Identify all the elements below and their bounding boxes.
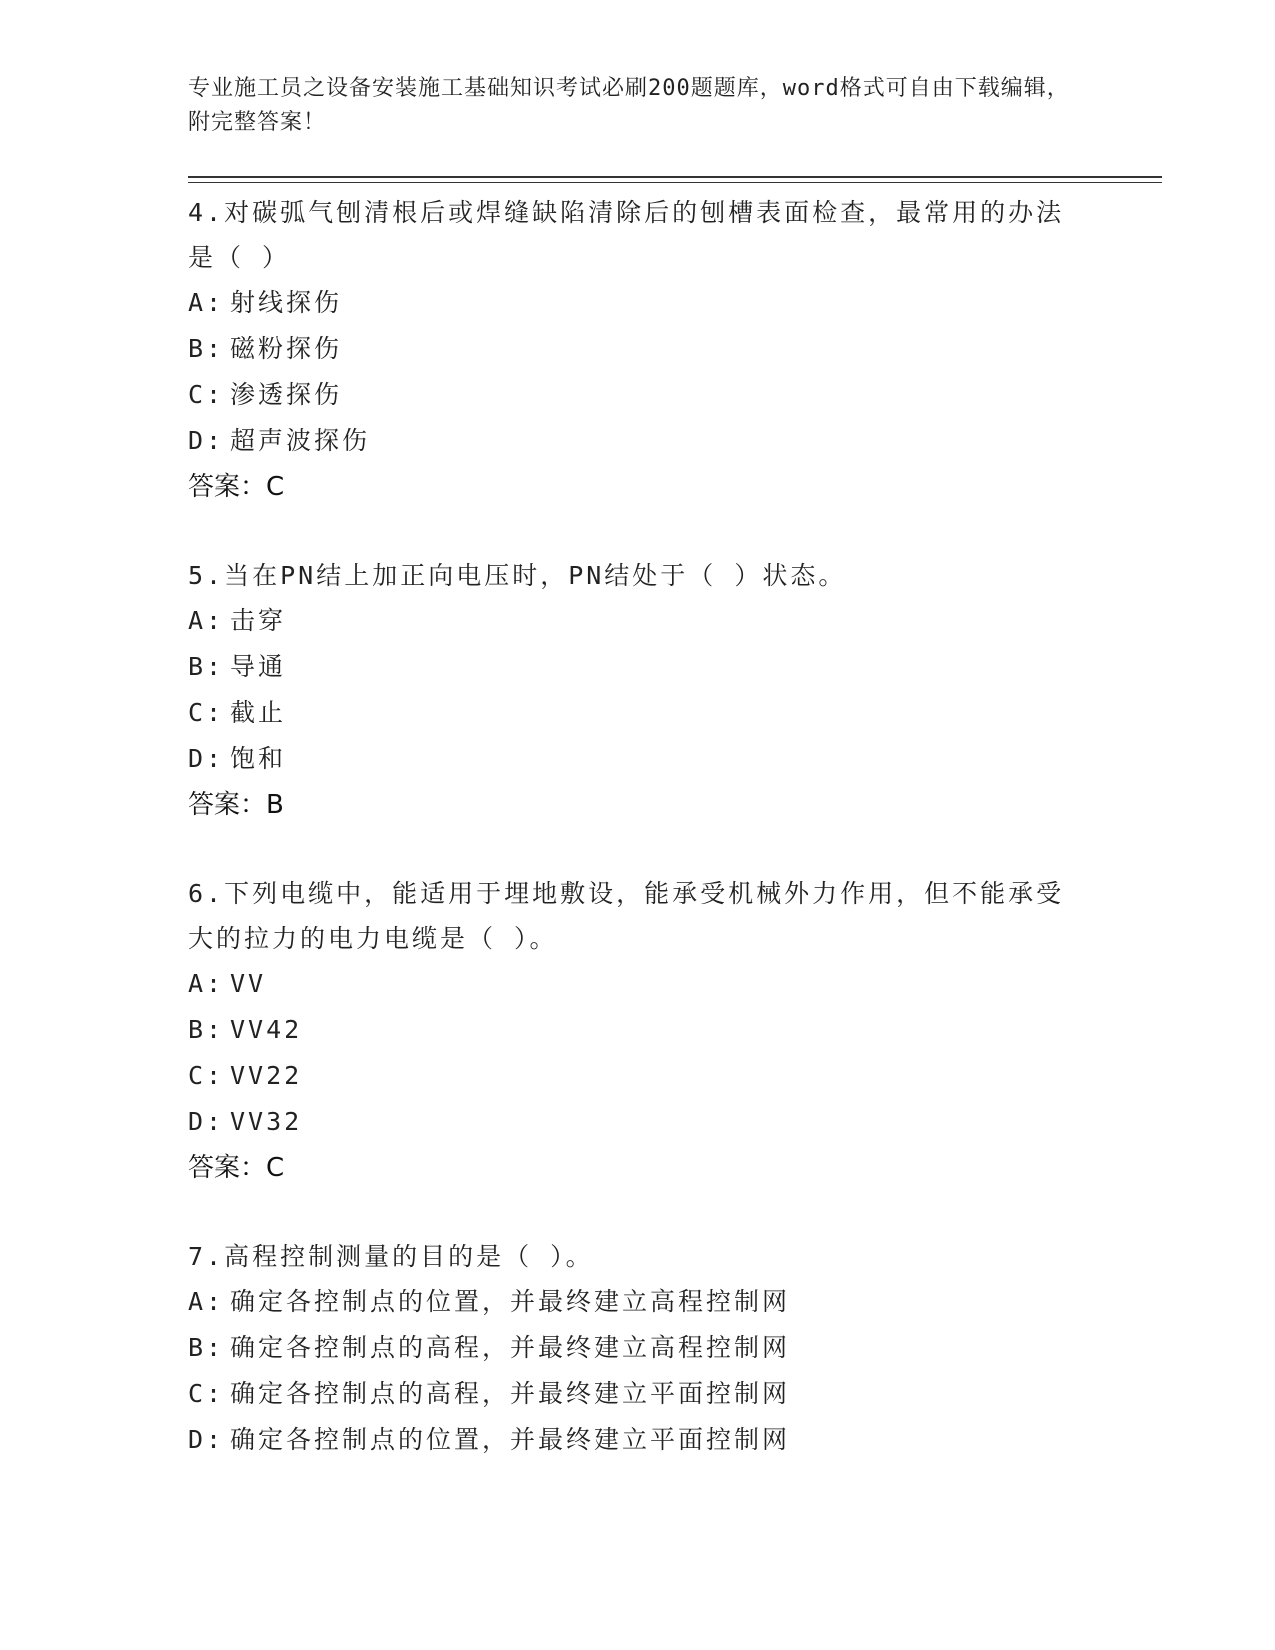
question-list	[188, 190, 1088, 1506]
document-header: 专业施工员之设备安装施工基础知识考试必刷200题题库，word格式可自由下载编辑，附完整答案！	[188, 76, 1070, 135]
option-key: B:	[188, 1015, 225, 1044]
option-b	[188, 326, 1088, 372]
option-text: 击穿	[230, 606, 287, 635]
option-b	[188, 1007, 1088, 1053]
answer-line: 答案：C	[188, 1153, 285, 1183]
option-key: A:	[188, 288, 225, 317]
option-key: C:	[188, 1061, 225, 1090]
question-6	[188, 871, 1088, 1191]
option-key: D:	[188, 1107, 225, 1136]
option-b	[188, 1325, 1088, 1371]
option-text: VV	[230, 969, 267, 998]
option-text: 确定各控制点的高程，并最终建立平面控制网	[230, 1379, 791, 1408]
question-stem: 5.当在PN结上加正向电压时，PN结处于（ ）状态。	[188, 561, 847, 590]
option-key: B:	[188, 652, 225, 681]
option-key: D:	[188, 1425, 225, 1454]
header-divider-thin	[188, 182, 1162, 183]
option-b	[188, 644, 1088, 690]
option-d	[188, 736, 1088, 782]
option-c	[188, 690, 1088, 736]
option-d	[188, 1099, 1088, 1145]
option-text: 射线探伤	[230, 288, 343, 317]
option-text: 渗透探伤	[230, 380, 343, 409]
question-stem: 6.下列电缆中，能适用于埋地敷设，能承受机械外力作用，但不能承受大的拉力的电力电缆是（ ）。	[188, 879, 1065, 953]
option-c	[188, 1053, 1088, 1099]
option-text: 确定各控制点的位置，并最终建立高程控制网	[230, 1287, 791, 1316]
option-d	[188, 418, 1088, 464]
option-a	[188, 1279, 1088, 1325]
option-key: A:	[188, 969, 225, 998]
option-key: C:	[188, 698, 225, 727]
option-c	[188, 1371, 1088, 1417]
option-key: A:	[188, 606, 225, 635]
option-a	[188, 280, 1088, 326]
option-text: 饱和	[230, 744, 287, 773]
question-stem: 4.对碳弧气刨清根后或焊缝缺陷清除后的刨槽表面检查，最常用的办法是（ ）	[188, 198, 1065, 272]
option-text: 导通	[230, 652, 287, 681]
answer-line: 答案：C	[188, 472, 285, 502]
question-7	[188, 1234, 1088, 1463]
option-c	[188, 372, 1088, 418]
option-text: 确定各控制点的高程，并最终建立高程控制网	[230, 1333, 791, 1362]
option-key: A:	[188, 1287, 225, 1316]
option-a	[188, 598, 1088, 644]
option-d	[188, 1417, 1088, 1463]
option-a	[188, 961, 1088, 1007]
option-key: D:	[188, 426, 225, 455]
answer-line: 答案：B	[188, 790, 284, 820]
option-text: 确定各控制点的位置，并最终建立平面控制网	[230, 1425, 791, 1454]
option-text: VV32	[230, 1107, 303, 1136]
option-text: VV22	[230, 1061, 303, 1090]
option-text: 磁粉探伤	[230, 334, 343, 363]
question-4	[188, 190, 1088, 510]
option-key: B:	[188, 334, 225, 363]
option-key: B:	[188, 1333, 225, 1362]
option-text: 超声波探伤	[230, 426, 371, 455]
question-stem: 7.高程控制测量的目的是（ ）。	[188, 1242, 594, 1271]
option-text: 截止	[230, 698, 287, 727]
option-key: D:	[188, 744, 225, 773]
option-key: C:	[188, 1379, 225, 1408]
option-text: VV42	[230, 1015, 303, 1044]
header-divider-thick	[188, 176, 1162, 178]
option-key: C:	[188, 380, 225, 409]
question-5	[188, 553, 1088, 828]
